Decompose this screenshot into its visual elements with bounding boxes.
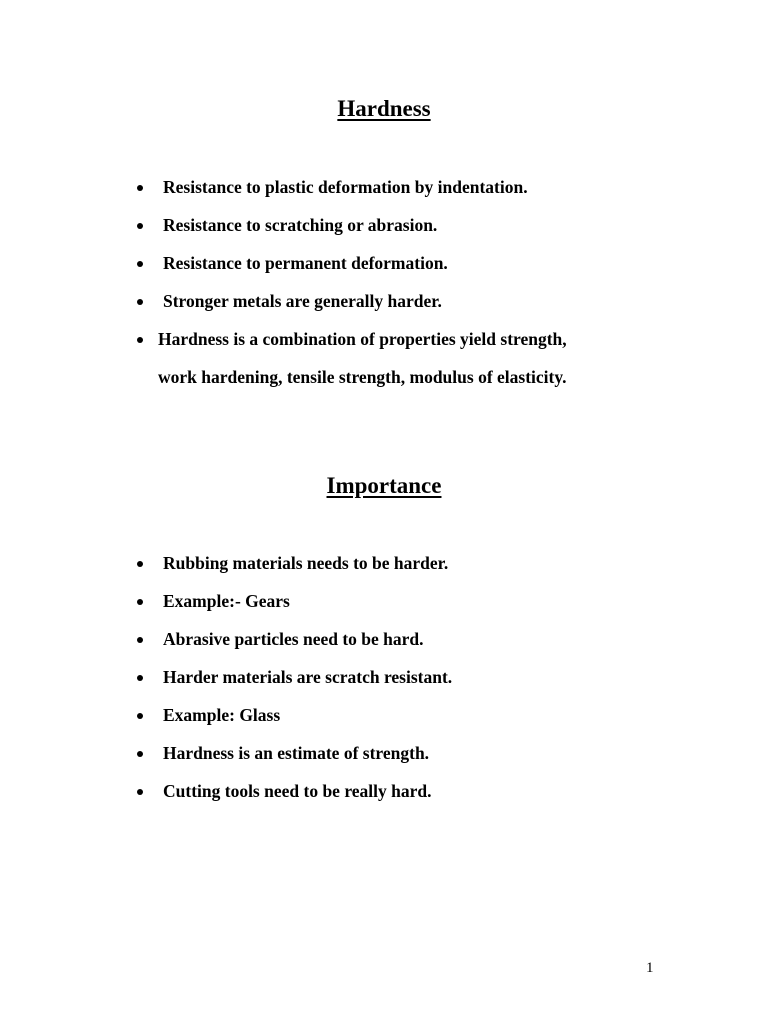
list-item: Example:- Gears [0,589,768,613]
page-number: 1 [646,960,654,976]
list-item: Hardness is a combination of properties yield strength, [0,327,768,351]
bullet-icon [137,299,143,305]
list-item: Rubbing materials needs to be harder. [0,551,768,575]
bullet-icon [137,637,143,643]
list-item: Cutting tools need to be really hard. [0,779,768,803]
bullet-icon [137,337,143,343]
section-title-hardness: Hardness [337,96,431,121]
bullet-icon [137,789,143,795]
list-item: Resistance to plastic deformation by indentation. [0,175,768,199]
bullet-icon [137,599,143,605]
list-item: Resistance to permanent deformation. [0,251,768,275]
section-title-importance: Importance [326,473,442,498]
bullet-icon [137,561,143,567]
list-item: Example: Glass [0,703,768,727]
list-item: Harder materials are scratch resistant. [0,665,768,689]
bullet-icon [137,223,143,229]
list-item: Abrasive particles need to be hard. [0,627,768,651]
list-item-continuation: work hardening, tensile strength, modulus of elasticity. [158,367,567,387]
bullet-icon [137,713,143,719]
list-item: Resistance to scratching or abrasion. [0,213,768,237]
bullet-icon [137,185,143,191]
bullet-icon [137,261,143,267]
bullet-icon [137,675,143,681]
bullet-icon [137,751,143,757]
list-item: Stronger metals are generally harder. [0,289,768,313]
list-item: Hardness is an estimate of strength. [0,741,768,765]
